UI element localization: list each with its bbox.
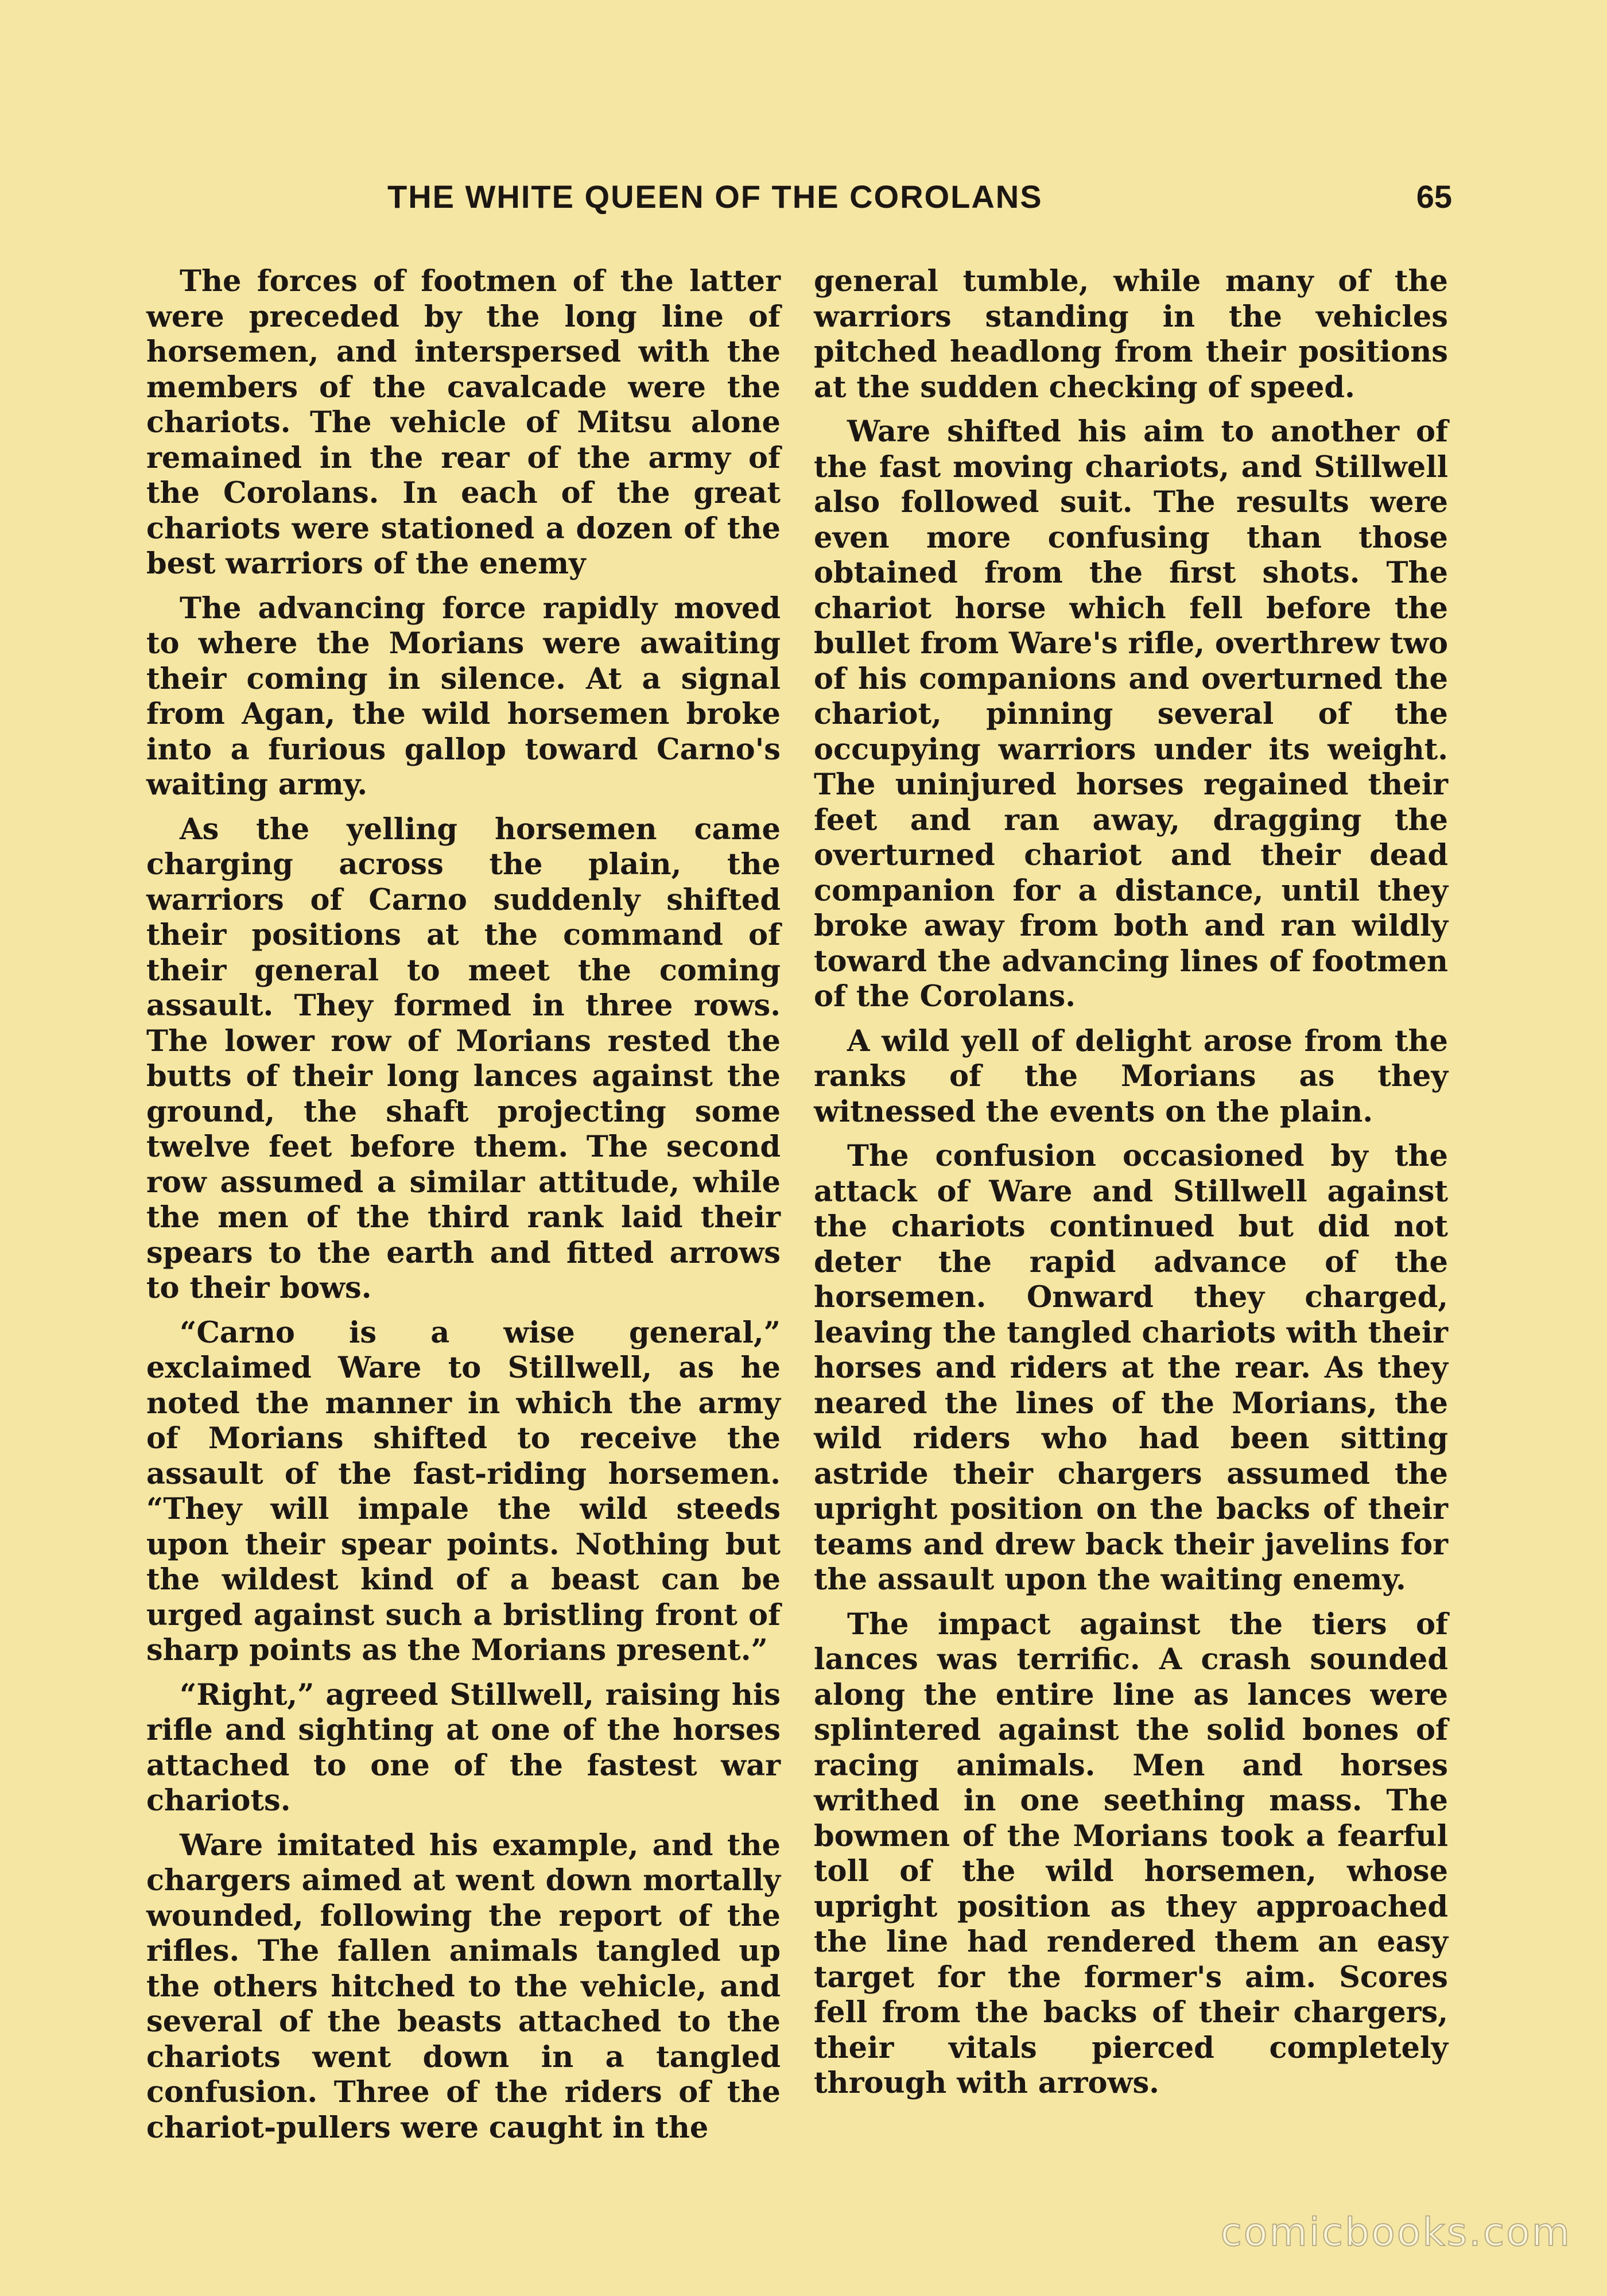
paragraph: The impact against the tiers of lances was terrific. A crash sounded along the entire line as lances were splintered against the solid bones of racing animals. Men and horses writhed in one seething mass. The bowmen of the Morians took a fearful toll of the wild horsemen, whose upright position as they approached the line had rendered them an easy target for the former's aim. Scores fell from the backs of their chargers, their vitals pierced completely through with arrows. — [814, 1607, 1448, 2100]
paragraph: Ware imitated his example, and the chargers aimed at went down mortally wounded, following the report of the rifles. The fallen animals tangled up the others hitched to the vehicle, and several of the beasts attached to the chariots went down in a tangled confusion. Three of the riders of the chariot-pullers were caught in the — [146, 1828, 781, 2145]
watermark: comicbooks.com — [1220, 2210, 1571, 2255]
paragraph: The forces of footmen of the latter were preceded by the long line of horsemen, and interspersed with the members of the cavalcade were the chariots. The vehicle of Mitsu alone remained in the rear of the army of the Corolans. In each of the great chariots were stationed a dozen of the best warriors of the enemy — [146, 264, 781, 581]
right-column — [814, 264, 1448, 2111]
paragraph: “Right,” agreed Stillwell, raising his rifle and sighting at one of the horses attached to one of the fastest war chariots. — [146, 1677, 781, 1818]
paragraph-continued: general tumble, while many of the warriors standing in the vehicles pitched headlong from their positions at the sudden checking of speed. — [814, 264, 1448, 405]
left-column — [146, 264, 781, 2155]
paragraph: The confusion occasioned by the attack of Ware and Stillwell against the chariots continued but did not deter the rapid advance of the horsemen. Onward they charged, leaving the tangled chariots with their horses and riders at the rear. As they neared the lines of the Morians, the wild riders who had been sitting astride their chargers assumed the upright position on the backs of their teams and drew back their javelins for the assault upon the waiting enemy. — [814, 1139, 1448, 1597]
paragraph: Ware shifted his aim to another of the fast moving chariots, and Stillwell also followed suit. The results were even more confusing than those obtained from the first shots. The chariot horse which fell before the bullet from Ware's rifle, overthrew two of his companions and overturned the chariot, pinning several of the occupying warriors under its weight. The uninjured horses regained their feet and ran away, dragging the overturned chariot and their dead companion for a distance, until they broke away from both and ran wildly toward the advancing lines of footmen of the Corolans. — [814, 414, 1448, 1014]
paragraph: “Carno is a wise general,” exclaimed Ware to Stillwell, as he noted the manner in which the army of Morians shifted to receive the assault of the fast-riding horsemen. “They will impale the wild steeds upon their spear points. Nothing but the wildest kind of a beast can be urged against such a bristling front of sharp points as the Morians present.” — [146, 1315, 781, 1667]
page-header — [146, 178, 1452, 224]
running-title: THE WHITE QUEEN OF THE COROLANS — [387, 179, 1043, 215]
paragraph: A wild yell of delight arose from the ranks of the Morians as they witnessed the events on the plain. — [814, 1023, 1448, 1129]
page-number: 65 — [1416, 179, 1452, 215]
paragraph: As the yelling horsemen came charging across the plain, the warriors of Carno suddenly shifted their positions at the command of their general to meet the coming assault. They formed in three rows. The lower row of Morians rested the butts of their long lances against the ground, the shaft projecting some twelve feet before them. The second row assumed a similar attitude, while the men of the third rank laid their spears to the earth and fitted arrows to their bows. — [146, 812, 781, 1305]
paragraph: The advancing force rapidly moved to where the Morians were awaiting their coming in silence. At a signal from Agan, the wild horsemen broke into a furious gallop toward Carno's waiting army. — [146, 591, 781, 802]
